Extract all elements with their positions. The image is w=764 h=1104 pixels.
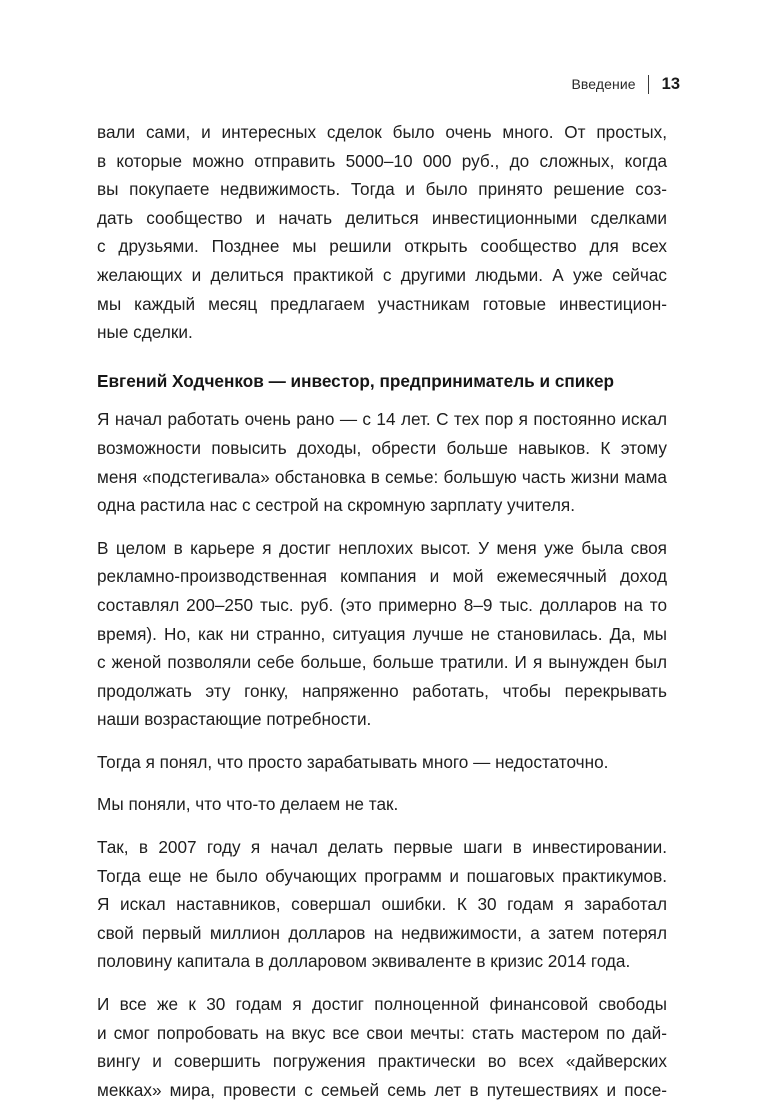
text-line: мекках» мира, провести с семьей семь лет в путешествиях и посе- [97,1079,667,1100]
text-line: вингу и совершить погружения практически во всех «дайверских [97,1051,667,1072]
section-heading: Евгений Ходченков — инвестор, предприниматель и спикер [97,370,615,391]
text-line: ные сделки. [97,322,193,343]
text-line: Я искал наставников, совершал ошибки. К 30 годам я заработал [97,894,667,915]
text-line: с друзьями. Позднее мы решили открыть сообщество для всех [97,236,667,257]
text-line: одна растила нас с сестрой на скромную зарплату учителя. [97,495,575,516]
running-head [571,73,680,95]
paragraph [97,534,667,734]
text-line: время). Но, как ни странно, ситуация лучше не становилась. Да, мы [97,623,667,644]
text-line: И все же к 30 годам я достиг полноценной финансовой свободы [97,994,667,1015]
text-line: Тогда я понял, что просто зарабатывать много — недостаточно. [97,751,609,772]
text-line: Мы поняли, что что-то делаем не так. [97,794,399,815]
text-line: меня «подстегивала» обстановка в семье: большую часть жизни мама [97,466,667,487]
text-line: в которые можно отправить 5000–10 000 руб., до сложных, когда [97,150,667,171]
text-line: возможности повысить доходы, обрести больше навыков. К этому [97,437,667,458]
paragraph [97,748,667,777]
text-line: желающих и делиться практикой с другими людьми. А уже сейчас [97,264,667,285]
text-line: мы каждый месяц предлагаем участникам готовые инвестицион- [97,293,667,314]
paragraph [97,405,667,519]
text-line: рекламно-производственная компания и мой ежемесячный доход [97,566,667,587]
paragraph [97,790,667,819]
page-body [97,118,667,1104]
text-line: свой первый миллион долларов на недвижимости, а затем потерял [97,922,667,943]
intro-paragraph [97,118,667,347]
text-line: дать сообщество и начать делиться инвестиционными сделками [97,207,667,228]
text-line: В целом в карьере я достиг неплохих высот. У меня уже была своя [97,537,667,558]
text-line: наши возрастающие потребности. [97,709,372,730]
text-line: вы покупаете недвижимость. Тогда и было принято решение соз- [97,179,667,200]
text-line: Я начал работать очень рано — с 14 лет. С тех пор я постоянно искал [97,409,667,430]
header-divider [648,75,649,94]
paragraph [97,833,667,976]
page-number: 13 [661,74,680,93]
text-line: с женой позволяли себе больше, больше тратили. И я вынужден был [97,652,667,673]
text-line: и смог попробовать на вкус все свои мечты: стать мастером по дай- [97,1022,667,1043]
text-line: Так, в 2007 году я начал делать первые шаги в инвестировании. [97,837,667,858]
text-line: составлял 200–250 тыс. руб. (это примерно 8–9 тыс. долларов на то [97,594,667,615]
text-line: вали сами, и интересных сделок было очень много. От простых, [97,122,667,142]
text-line: продолжать эту гонку, напряженно работать, чтобы перекрывать [97,680,667,701]
text-line: половину капитала в долларовом эквиваленте в кризис 2014 года. [97,951,631,972]
section-title: Введение [571,76,636,92]
paragraph [97,990,667,1104]
text-line: Тогда еще не было обучающих программ и пошаговых практикумов. [97,865,667,886]
